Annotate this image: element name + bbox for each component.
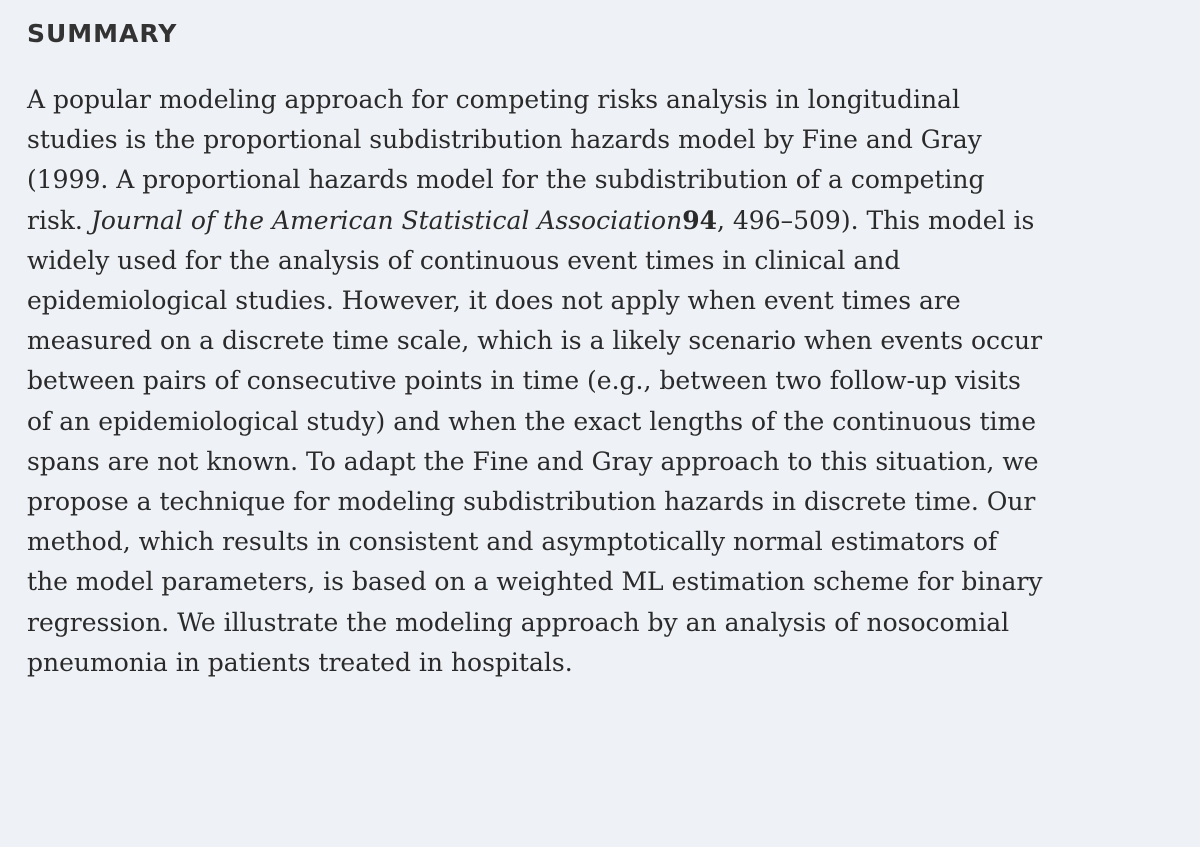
abstract-line-1: A popular modeling approach for competing risks analysis in longitudinal — [27, 85, 960, 114]
abstract-paragraph — [27, 80, 1177, 683]
abstract-line-5: widely used for the analysis of continuous event times in clinical and — [27, 245, 901, 275]
abstract-line-7: measured on a discrete time scale, which is a likely scenario when events occur — [27, 326, 1043, 356]
citation-suffix: , 496–509). This model is — [717, 205, 1035, 235]
section-heading: SUMMARY — [27, 19, 178, 48]
abstract-line-2: studies is the proportional subdistribution hazards model by Fine and Gray — [27, 125, 982, 155]
citation-volume: 94 — [682, 205, 717, 235]
abstract-line-8: between pairs of consecutive points in time (e.g., between two follow-up visits — [27, 366, 1021, 396]
abstract-line-9: of an epidemiological study) and when the exact lengths of the continuous time — [27, 406, 1037, 436]
abstract-line-11: propose a technique for modeling subdistribution hazards in discrete time. Our — [27, 487, 1036, 517]
abstract-line-6: epidemiological studies. However, it does not apply when event times are — [27, 286, 961, 316]
abstract-line-3: (1999. A proportional hazards model for the subdistribution of a competing — [27, 165, 985, 195]
abstract-line-14: regression. We illustrate the modeling approach by an analysis of nosocomial — [27, 607, 1010, 637]
abstract-line-10: spans are not known. To adapt the Fine and Gray approach to this situation, we — [27, 446, 1039, 476]
citation-prefix: risk. — [27, 205, 91, 235]
citation-journal: Journal of the American Statistical Association — [90, 205, 683, 235]
abstract-line-15: pneumonia in patients treated in hospitals. — [27, 647, 573, 677]
abstract-line-12: method, which results in consistent and asymptotically normal estimators of — [27, 527, 998, 557]
abstract-line-13: the model parameters, is based on a weighted ML estimation scheme for binary — [27, 567, 1043, 597]
abstract-line-4 — [27, 201, 1177, 241]
